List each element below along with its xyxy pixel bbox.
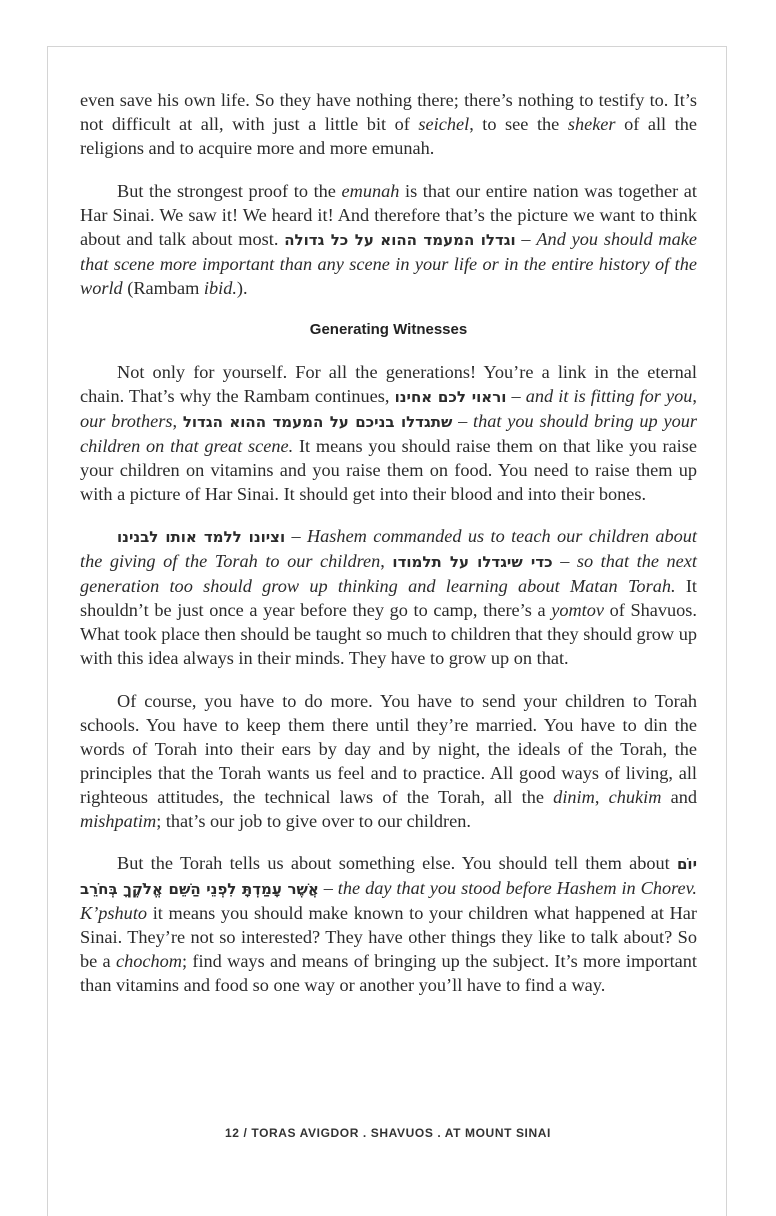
italic-text: the day that you stood before Hashem in Chorev. K’pshuto — [80, 878, 697, 923]
italic-text: chukim — [608, 786, 662, 807]
hebrew-quote: שתגדלו בניכם על המעמד ההוא הגדול — [182, 412, 453, 431]
text-run: – — [515, 228, 537, 249]
text-run: , — [692, 385, 697, 406]
italic-text: seichel — [418, 114, 470, 134]
section-heading: Generating Witnesses — [309, 320, 468, 338]
text-run: it means you should make known to your children what happened at Har Sinai. They’re not so interested? They have other things they like to talk about? So be a — [80, 903, 697, 971]
paragraph — [80, 851, 697, 997]
section-generating-witnesses — [80, 360, 697, 998]
text-run: of Shavuos. What took place then should be taught so much to children that they should grow up with this idea always in their minds. They have to grow up on that. — [80, 600, 697, 668]
text-run: Of course, you have to do more. You have to send your children to Torah schools. You have to keep them there until they’re married. You have to din the words of Torah into their ears by day and by night, the ideals of the Torah, the principles that the Torah wants us feel and to practice. All good ways of living, all righteous attitudes, the technical laws of the Torah, all the — [80, 690, 697, 807]
text-run: of all the religions and to acquire more and more emunah. — [80, 114, 698, 158]
italic-text: And you should make that scene more important than any scene in your life or in the entire history of the world — [80, 228, 697, 298]
italic-text: Hashem commanded us to teach our children about the giving of the Torah to our children — [80, 526, 697, 571]
text-run: – — [285, 526, 307, 546]
paragraph — [80, 179, 697, 300]
hebrew-quote: וציונו ללמד אותו לבנינו — [117, 528, 286, 546]
italic-text: yomtov — [551, 600, 604, 620]
text-run: even save his own life. So they have nothing there; there’s nothing to testify to. It’s not difficult at all, with just a little bit of — [80, 90, 697, 134]
italic-text: that you should bring up your children on that great scene. — [80, 410, 697, 456]
paragraph — [80, 88, 697, 160]
paragraph — [80, 524, 697, 670]
italic-text: emunah — [341, 180, 400, 201]
section-intro — [80, 88, 697, 300]
text-run: – — [452, 410, 474, 431]
hebrew-quote: כדי שיגדלו על תלמודו — [392, 553, 553, 571]
hebrew-quote: יוֹם אֲשֶׁר עָמַדְתָּ לִפְנֵי הַשֵּׁם אֱלֹקֶךָ בְּחֹרֵב — [80, 855, 697, 898]
text-run: , to see the — [469, 114, 568, 134]
text-run: – — [318, 878, 338, 898]
text-run: But the Torah tells us about something else. You should tell them about — [117, 853, 677, 873]
text-run: But the strongest proof to the — [117, 180, 342, 201]
hebrew-quote: וגדלו המעמד ההוא על כל גדולה — [284, 230, 516, 249]
text-run: ). — [236, 277, 248, 298]
italic-text: mishpatim — [80, 810, 157, 831]
italic-text: sheker — [567, 114, 616, 134]
italic-text: so that the next generation too should grow up thinking and learning about Matan Torah. — [80, 551, 697, 596]
italic-text: and it is fitting for you — [525, 385, 693, 406]
italic-text: chochom — [115, 951, 182, 971]
text-run: It means you should raise them on that like you raise your children on vitamins and you raise them on food. You need to raise them up with a picture of Har Sinai. It should get into their blood and into their bones. — [80, 435, 697, 504]
italic-text: our brothers — [80, 410, 173, 431]
text-run: It shouldn’t be just once a year before they go to camp, there’s a — [80, 576, 697, 620]
text-run: – — [552, 551, 577, 571]
text-run: ; find ways and means of bringing up the subject. It’s more important than vitamins and food so one way or another you’ll have to find a way. — [80, 951, 697, 995]
text-run: , — [172, 410, 183, 431]
text-run: – — [506, 385, 526, 406]
italic-text: dinim — [553, 786, 595, 807]
italic-text: ibid. — [203, 277, 237, 298]
text-run: ; that’s our job to give over to our children. — [156, 810, 471, 831]
text-run: , — [594, 786, 609, 807]
text-run: (Rambam — [122, 277, 204, 298]
text-run: and — [661, 786, 698, 807]
text-run: , — [380, 551, 393, 571]
paragraph — [80, 360, 697, 506]
paragraph — [80, 689, 697, 833]
hebrew-quote: וראוי לכם אחינו — [394, 387, 507, 406]
text-run: Not only for yourself. For all the generations! You’re a link in the eternal chain. That’s why the Rambam continues, — [80, 361, 697, 406]
page-footer: 12 / TORAS AVIGDOR . SHAVUOS . AT MOUNT SINAI — [225, 1126, 551, 1140]
page-body — [80, 88, 697, 1016]
text-run: is that our entire nation was together at Har Sinai. We saw it! We heard it! And therefore that’s the picture we want to think about and talk about most. — [80, 180, 697, 249]
